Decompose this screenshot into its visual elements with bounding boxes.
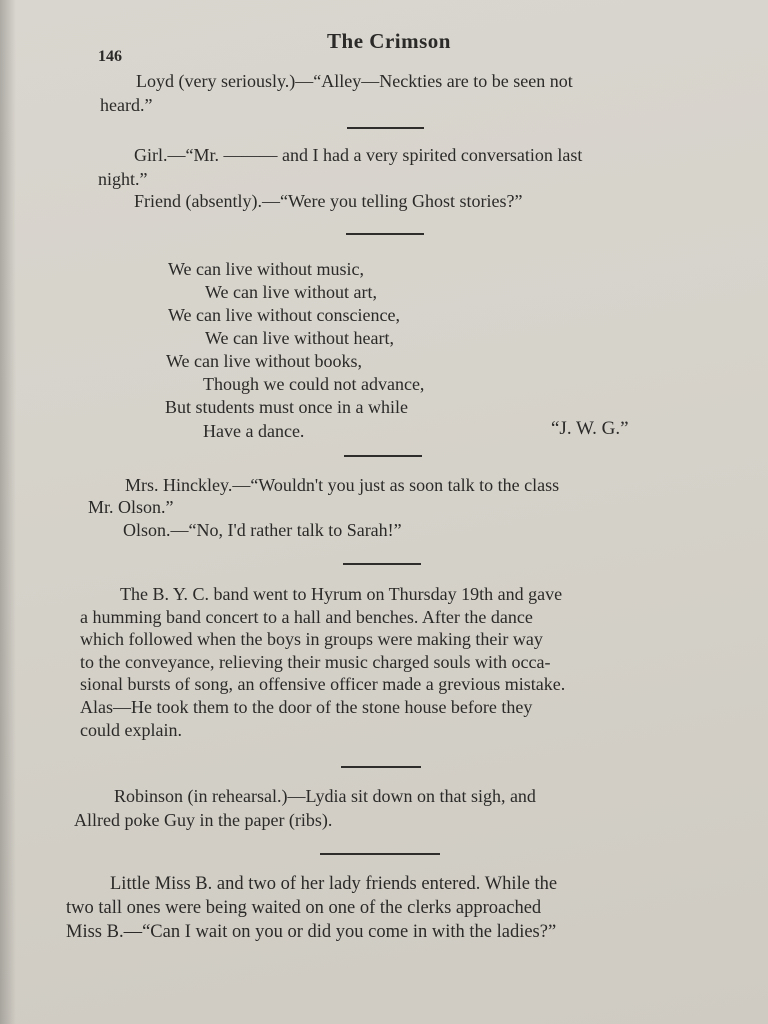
paragraph-line: The B. Y. C. band went to Hyrum on Thursday 19th and gave xyxy=(120,584,563,604)
joke-line: Friend (absently).—“Were you telling Ghost stories?” xyxy=(134,191,523,211)
paragraph-line: which followed when the boys in groups were making their way xyxy=(80,629,543,650)
poem-signature: “J. W. G.” xyxy=(551,418,629,439)
divider-rule xyxy=(320,853,440,855)
paragraph-line: two tall ones were being waited on one of the clerks approached xyxy=(66,898,542,918)
page-edge-shadow xyxy=(0,0,16,1024)
page-header xyxy=(0,28,768,65)
page-number: 146 xyxy=(98,48,122,65)
divider-rule xyxy=(341,766,421,768)
joke-line: Allred poke Guy in the paper (ribs). xyxy=(74,810,333,830)
divider-rule xyxy=(344,455,422,457)
divider-rule xyxy=(343,563,421,565)
joke-line: Olson.—“No, I'd rather talk to Sarah!” xyxy=(123,520,402,540)
joke-line: Girl.—“Mr. ——— and I had a very spirited conversation last xyxy=(134,145,583,165)
paragraph-line: to the conveyance, relieving their music charged souls with occa- xyxy=(80,651,551,672)
band-paragraph xyxy=(80,583,697,741)
joke-line: heard.” xyxy=(100,95,153,115)
poem-line: We can live without books, xyxy=(166,351,363,371)
poem-line: We can live without art, xyxy=(205,282,377,302)
joke-hinckley xyxy=(88,474,695,541)
joke-line: Mrs. Hinckley.—“Wouldn't you just as soon talk to the class xyxy=(125,475,560,495)
paragraph-line: could explain. xyxy=(80,719,182,740)
paragraph-line: sional bursts of song, an offensive officer made a grevious mistake. xyxy=(80,674,566,695)
running-title: The Crimson xyxy=(327,29,451,53)
divider-rule xyxy=(347,127,424,129)
poem-line: We can live without heart, xyxy=(205,328,394,348)
joke-line: Robinson (in rehearsal.)—Lydia sit down on that sigh, and xyxy=(114,786,536,806)
paragraph-line: Little Miss B. and two of her lady friends entered. While the xyxy=(110,874,558,894)
joke-line: night.” xyxy=(98,169,148,189)
poem-line: We can live without conscience, xyxy=(168,305,400,325)
joke-girl xyxy=(98,144,692,212)
missb-paragraph xyxy=(66,872,700,944)
poem-line: We can live without music, xyxy=(168,259,365,279)
paragraph-line: Alas—He took them to the door of the stone house before they xyxy=(80,696,533,717)
joke-line: Mr. Olson.” xyxy=(88,497,174,517)
joke-loyd xyxy=(100,70,690,116)
poem-line: But students must once in a while xyxy=(165,397,408,417)
paragraph-line: a humming band concert to a hall and benches. After the dance xyxy=(80,606,533,627)
divider-rule xyxy=(346,233,424,235)
poem-line: Though we could not advance, xyxy=(203,374,425,394)
joke-line: Loyd (very seriously.)—“Alley—Neckties are to be seen not xyxy=(136,71,573,91)
paragraph-line: Miss B.—“Can I wait on you or did you come in with the ladies?” xyxy=(66,922,557,942)
poem-line: Have a dance. xyxy=(203,421,305,441)
joke-robinson xyxy=(74,785,696,831)
